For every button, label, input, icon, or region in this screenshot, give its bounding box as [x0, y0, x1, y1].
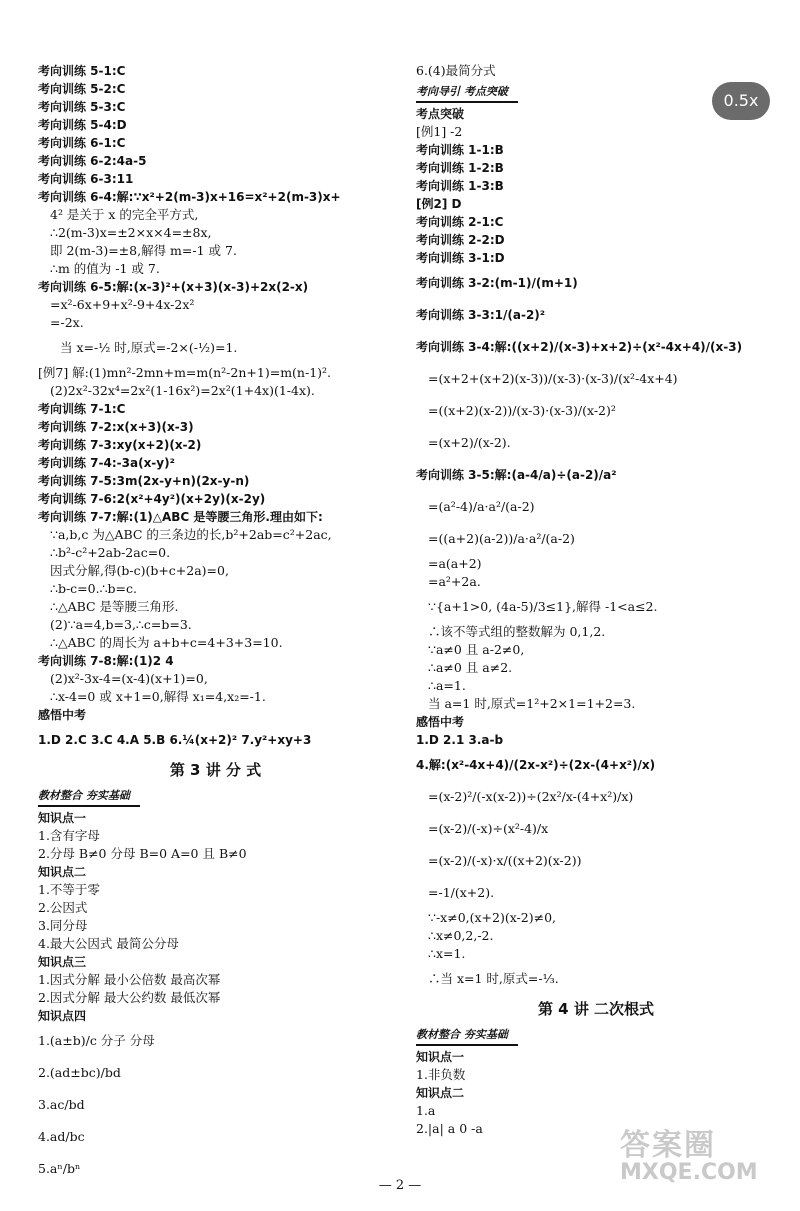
- left-line: ∵a,b,c 为△ABC 的三条边的长,b²+2ab=c²+2ac,: [50, 527, 332, 542]
- watermark-url: MXQE.COM: [620, 1160, 758, 1185]
- left-line: 2.分母 B≠0 分母 B=0 A=0 且 B≠0: [38, 846, 247, 861]
- left-line: ∴b-c=0.∴b=c.: [50, 581, 137, 596]
- left-line: 考向训练 7-8:解:(1)2 4: [38, 654, 174, 668]
- left-line: 考向训练 7-6:2(x²+4y²)(x+2y)(x-2y): [38, 492, 266, 506]
- left-line: ∴△ABC 是等腰三角形.: [50, 599, 179, 614]
- right-column: [416, 62, 776, 1138]
- right-line: 考向训练 3-1:D: [416, 251, 505, 265]
- right-line: =-1/(x+2).: [428, 885, 495, 900]
- left-line: 考向训练 7-3:xy(x+2)(x-2): [38, 438, 202, 452]
- right-line: [例2] D: [416, 197, 462, 211]
- left-line: 因式分解,得(b-c)(b+c+2a)=0,: [50, 563, 229, 578]
- right-line: 2.|a| a 0 -a: [416, 1121, 483, 1136]
- right-line: 1.D 2.1 3.a-b: [416, 733, 504, 747]
- left-line: 即 2(m-3)=±8,解得 m=-1 或 7.: [50, 243, 237, 258]
- right-line: ∵a≠0 且 a-2≠0,: [428, 642, 525, 657]
- right-line: =((x+2)(x-2))/(x-3)·(x-3)/(x-2)²: [428, 403, 616, 418]
- left-line: (2)x²-3x-4=(x-4)(x+1)=0,: [50, 671, 208, 686]
- left-line: 考向训练 5-3:C: [38, 100, 126, 114]
- right-line: ∵{a+1>0, (4a-5)/3≤1},解得 -1<a≤2.: [428, 599, 658, 614]
- left-line: 知识点二: [38, 865, 87, 879]
- right-line: 教材整合 夯实基础: [416, 1026, 518, 1046]
- left-line: 3.ac/bd: [38, 1097, 85, 1112]
- left-line: 考向训练 7-4:-3a(x-y)²: [38, 456, 175, 470]
- left-line: 考向训练 5-4:D: [38, 118, 127, 132]
- left-line: 4.最大公因式 最简公分母: [38, 936, 179, 951]
- left-line: 1.D 2.C 3.C 4.A 5.B 6.¼(x+2)² 7.y²+xy+3: [38, 733, 312, 747]
- right-line: =((a+2)(a-2))/a·a²/(a-2): [428, 531, 575, 546]
- left-line: 第 3 讲 分 式: [169, 761, 262, 779]
- left-line: ∴△ABC 的周长为 a+b+c=4+3+3=10.: [50, 635, 283, 650]
- left-line: 1.不等于零: [38, 882, 100, 897]
- left-line: 1.(a±b)/c 分子 分母: [38, 1033, 155, 1048]
- right-line: ∴a=1.: [428, 678, 466, 693]
- left-line: 考向训练 6-1:C: [38, 136, 126, 150]
- right-line: 第 4 讲 二次根式: [537, 1000, 655, 1018]
- left-line: 教材整合 夯实基础: [38, 787, 140, 807]
- page-number: — 2 —: [378, 1178, 422, 1193]
- left-line: 考向训练 7-1:C: [38, 402, 126, 416]
- right-line: 当 a=1 时,原式=1²+2×1=1+2=3.: [428, 696, 636, 711]
- right-line: 感悟中考: [416, 715, 465, 729]
- right-line: 考向训练 1-3:B: [416, 179, 504, 193]
- left-line: 2.(ad±bc)/bd: [38, 1065, 121, 1080]
- left-column: [38, 62, 393, 1185]
- left-line: 1.含有字母: [38, 828, 100, 843]
- left-line: 2.公因式: [38, 900, 88, 915]
- watermark-logo: [620, 1120, 758, 1185]
- left-line: 知识点三: [38, 955, 87, 969]
- right-line: ∵-x≠0,(x+2)(x-2)≠0,: [428, 910, 557, 925]
- right-line: =a²+2a.: [428, 574, 481, 589]
- playback-speed-button[interactable]: 0.5x: [712, 82, 770, 120]
- left-line: 考向训练 5-2:C: [38, 82, 126, 96]
- left-line: (2)2x²-32x⁴=2x²(1-16x²)=2x²(1+4x)(1-4x).: [50, 383, 315, 398]
- left-line: ∴2(m-3)x=±2×x×4=±8x,: [50, 225, 212, 240]
- right-line: 1.非负数: [416, 1067, 466, 1082]
- right-line: =(x+2+(x+2)(x-3))/(x-3)·(x-3)/(x²-4x+4): [428, 371, 678, 386]
- right-line: =(x+2)/(x-2).: [428, 435, 511, 450]
- left-line: 3.同分母: [38, 918, 88, 933]
- right-line: =(a²-4)/a·a²/(a-2): [428, 499, 535, 514]
- right-line: 知识点一: [416, 1050, 465, 1064]
- left-line: (2)∵a=4,b=3,∴c=b=3.: [50, 617, 192, 632]
- left-line: 4.ad/bc: [38, 1129, 85, 1144]
- left-line: 考向训练 6-4:解:∵x²+2(m-3)x+16=x²+2(m-3)x+: [38, 190, 341, 204]
- right-line: ∴x=1.: [428, 946, 466, 961]
- right-line: 知识点二: [416, 1086, 465, 1100]
- left-line: 考向训练 6-5:解:(x-3)²+(x+3)(x-3)+2x(2-x): [38, 280, 309, 294]
- left-line: 考向训练 7-7:解:(1)△ABC 是等腰三角形.理由如下:: [38, 510, 323, 524]
- left-line: 感悟中考: [38, 708, 87, 722]
- watermark-text: 答案圈: [620, 1128, 716, 1163]
- right-line: 考向训练 3-2:(m-1)/(m+1): [416, 276, 578, 290]
- right-line: =(x-2)/(-x)·x/((x+2)(x-2)): [428, 853, 582, 868]
- right-line: ∴当 x=1 时,原式=-⅓.: [428, 971, 559, 986]
- right-line: =(x-2)/(-x)÷(x²-4)/x: [428, 821, 549, 836]
- left-line: 考向训练 7-2:x(x+3)(x-3): [38, 420, 194, 434]
- right-line: 考向训练 3-3:1/(a-2)²: [416, 308, 546, 322]
- right-line: 考向训练 3-4:解:((x+2)/(x-3)+x+2)÷(x²-4x+4)/(x-3): [416, 340, 743, 354]
- left-line: 1.因式分解 最小公倍数 最高次幂: [38, 972, 221, 987]
- left-line: ∴m 的值为 -1 或 7.: [50, 261, 160, 276]
- right-line: 考向训练 1-2:B: [416, 161, 504, 175]
- right-line: 考点突破: [416, 107, 465, 121]
- left-line: 4² 是关于 x 的完全平方式,: [50, 207, 199, 222]
- right-line: 考向训练 1-1:B: [416, 143, 504, 157]
- right-line: ∴该不等式组的整数解为 0,1,2.: [428, 624, 606, 639]
- right-line: 4.解:(x²-4x+4)/(2x-x²)÷(2x-(4+x²)/x): [416, 758, 656, 772]
- left-line: =x²-6x+9+x²-9+4x-2x²: [50, 297, 195, 312]
- left-line: 当 x=-½ 时,原式=-2×(-½)=1.: [60, 340, 238, 355]
- right-line: =a(a+2): [428, 556, 482, 571]
- left-line: [例7] 解:(1)mn²-2mn+m=m(n²-2n+1)=m(n-1)².: [38, 365, 332, 380]
- left-line: 2.因式分解 最大公约数 最低次幂: [38, 990, 221, 1005]
- right-line: 1.a: [416, 1103, 436, 1118]
- left-line: 知识点四: [38, 1009, 87, 1023]
- left-line: 考向训练 5-1:C: [38, 64, 126, 78]
- right-line: ∴a≠0 且 a≠2.: [428, 660, 513, 675]
- right-line: [例1] -2: [416, 124, 463, 139]
- left-line: 知识点一: [38, 811, 87, 825]
- right-line: 考向导引 考点突破: [416, 83, 518, 103]
- right-line: 考向训练 3-5:解:(a-4/a)÷(a-2)/a²: [416, 468, 617, 482]
- right-line: ∴x≠0,2,-2.: [428, 928, 494, 943]
- left-line: ∴x-4=0 或 x+1=0,解得 x₁=4,x₂=-1.: [50, 689, 266, 704]
- left-line: =-2x.: [50, 315, 84, 330]
- right-line: 考向训练 2-2:D: [416, 233, 505, 247]
- left-line: 5.aⁿ/bⁿ: [38, 1161, 81, 1176]
- right-line: 6.(4)最简分式: [416, 63, 496, 78]
- left-line: 考向训练 6-2:4a-5: [38, 154, 147, 168]
- left-line: 考向训练 7-5:3m(2x-y+n)(2x-y-n): [38, 474, 250, 488]
- right-line: 考向训练 2-1:C: [416, 215, 504, 229]
- right-line: =(x-2)²/(-x(x-2))÷(2x²/x-(4+x²)/x): [428, 789, 634, 804]
- left-line: 考向训练 6-3:11: [38, 172, 134, 186]
- left-line: ∴b²-c²+2ab-2ac=0.: [50, 545, 171, 560]
